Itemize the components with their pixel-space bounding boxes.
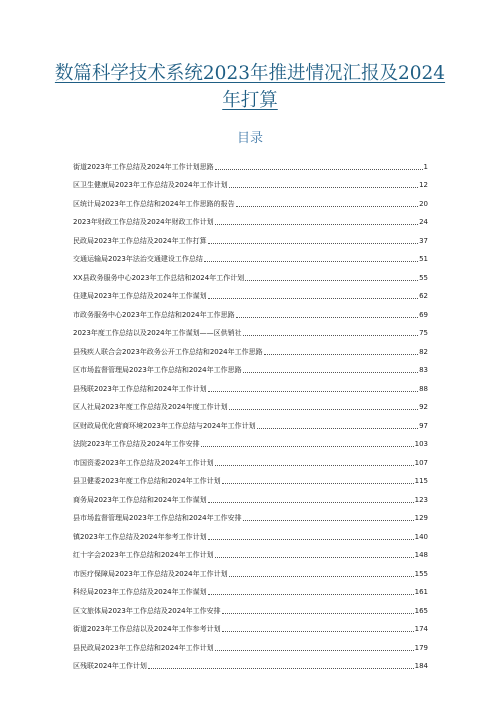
toc-entry[interactable] (73, 339, 428, 358)
toc-dot-leader (243, 335, 418, 336)
toc-entry-title: 市医疗保障局2023年工作总结及2024年工作计划 (73, 569, 228, 578)
toc-page-number: 155 (414, 569, 428, 578)
toc-dot-leader (208, 391, 418, 392)
toc-dot-leader (208, 298, 418, 299)
toc-entry[interactable] (73, 450, 428, 469)
toc-page-number: 179 (414, 643, 428, 652)
toc-page-number: 174 (414, 625, 428, 633)
toc-entry-title: 2023年财政工作总结及2024年财政工作计划 (73, 218, 214, 226)
toc-entry[interactable] (73, 154, 428, 173)
toc-page-number: 12 (419, 181, 428, 189)
toc-page-number: 140 (414, 532, 428, 541)
toc-entry-title: 区残联2024年工作计划 (73, 662, 147, 670)
toc-page-number: 24 (419, 218, 428, 226)
toc-page-number: 129 (414, 514, 428, 522)
toc-dot-leader (208, 502, 414, 503)
toc-page-number: 165 (414, 606, 428, 615)
toc-entry[interactable] (73, 376, 428, 395)
toc-dot-leader (215, 169, 423, 170)
toc-entry-title: 住建局2023年工作总结及2024年工作谋划 (73, 292, 207, 300)
toc-entry[interactable] (73, 228, 428, 247)
table-of-contents (73, 154, 428, 672)
toc-entry[interactable] (73, 265, 428, 284)
toc-entry-title: 市政务服务中心2023年工作总结和2024年工作思路 (73, 310, 235, 319)
toc-page-number: 20 (419, 199, 428, 208)
toc-entry[interactable] (73, 469, 428, 488)
toc-dot-leader (245, 280, 418, 281)
toc-entry-title: 街道2023年工作总结及2024年工作计划思路 (73, 162, 214, 171)
toc-dot-leader (208, 539, 414, 540)
toc-entry[interactable] (73, 247, 428, 266)
toc-page-number: 148 (414, 551, 428, 559)
toc-entry-title: 红十字会2023年工作总结和2024年工作计划 (73, 551, 214, 559)
toc-entry-title: 县残疾人联合会2023年政务公开工作总结和2024年工作思路 (73, 347, 263, 356)
toc-dot-leader (243, 372, 418, 373)
toc-entry-title: 区文旅体局2023年工作总结及2024年工作安排 (73, 606, 221, 615)
document-title: 数篇科学技术系统2023年推进情况汇报及2024年打算 (54, 63, 446, 111)
toc-dot-leader (236, 317, 418, 318)
toc-dot-leader (204, 261, 418, 262)
toc-entry[interactable] (73, 487, 428, 506)
toc-dot-leader (215, 465, 414, 466)
toc-entry-title: 市国资委2023年工作总结及2024年工作计划 (73, 458, 214, 467)
toc-dot-leader (208, 594, 414, 595)
toc-dot-leader (215, 224, 418, 225)
toc-page-number: 103 (414, 440, 428, 448)
toc-entry-title: 区财政局优化营商环境2023年工作总结与2024年工作计划 (73, 421, 256, 430)
toc-entry-title: 区卫生健康局2023年工作总结及2024年工作计划 (73, 181, 228, 189)
toc-entry-title: 镇2023年工作总结及2024年参考工作计划 (73, 532, 207, 541)
toc-page-number: 107 (414, 458, 428, 467)
toc-entry-title: 民政局2023年工作总结及2024年工作打算 (73, 236, 207, 245)
toc-entry-title: 县市场监督管理局2023年工作总结和2024年工作安排 (73, 514, 242, 522)
toc-entry-title: 2023年度工作总结以及2024年工作谋划——区供销社 (73, 329, 242, 337)
toc-dot-leader (229, 187, 418, 188)
toc-dot-leader (208, 243, 418, 244)
toc-entry[interactable] (73, 395, 428, 414)
toc-dot-leader (222, 613, 414, 614)
toc-entry[interactable] (73, 284, 428, 303)
toc-entry[interactable] (73, 561, 428, 580)
toc-page-number: 184 (414, 662, 428, 670)
toc-page-number: 115 (414, 477, 428, 485)
toc-entry[interactable] (73, 210, 428, 229)
toc-entry-title: 法院2023年工作总结及2024年工作安排 (73, 440, 200, 448)
toc-dot-leader (229, 576, 414, 577)
toc-page-number: 37 (419, 236, 428, 245)
toc-dot-leader (148, 668, 414, 669)
toc-page-number: 51 (419, 255, 428, 263)
toc-entry[interactable] (73, 580, 428, 599)
toc-entry-title: XX县政务服务中心2023年工作总结和2024年工作计划 (73, 273, 245, 282)
toc-dot-leader (215, 650, 414, 651)
toc-entry-title: 区市场监督管理局2023年工作总结和2024年工作思路 (73, 366, 242, 374)
toc-entry[interactable] (73, 321, 428, 340)
toc-dot-leader (222, 631, 414, 632)
toc-entry[interactable] (73, 543, 428, 562)
toc-entry[interactable] (73, 191, 428, 210)
toc-entry-title: 商务局2023年工作总结和2024年工作谋划 (73, 495, 207, 504)
toc-page-number: 55 (419, 273, 428, 282)
toc-dot-leader (264, 354, 418, 355)
toc-page-number: 69 (419, 310, 428, 319)
toc-entry[interactable] (73, 432, 428, 451)
toc-dot-leader (243, 520, 414, 521)
toc-heading: 目录 (236, 131, 263, 146)
toc-entry[interactable] (73, 598, 428, 617)
toc-entry-title: 县民政局2023年工作总结和2024年工作计划 (73, 643, 214, 652)
toc-entry[interactable] (73, 617, 428, 636)
toc-entry[interactable] (73, 524, 428, 543)
toc-dot-leader (236, 206, 418, 207)
toc-entry-title: 县卫健委2023年度工作总结和2024年工作计划 (73, 477, 221, 485)
toc-entry-title: 区统计局2023年工作总结和2024年工作思路的报告 (73, 199, 235, 208)
toc-dot-leader (201, 446, 414, 447)
toc-entry-title: 区人社局2023年度工作总结及2024年度工作计划 (73, 403, 228, 411)
toc-page-number: 62 (419, 292, 428, 300)
toc-dot-leader (215, 557, 414, 558)
toc-dot-leader (229, 409, 418, 410)
toc-entry-title: 县残联2023年工作总结和2024年工作计划 (73, 384, 207, 393)
toc-entry[interactable] (73, 506, 428, 525)
toc-page-number: 92 (419, 403, 428, 411)
toc-page-number: 97 (419, 421, 428, 430)
toc-dot-leader (257, 428, 418, 429)
toc-entry[interactable] (73, 413, 428, 432)
toc-page-number: 75 (419, 329, 428, 337)
toc-entry[interactable] (73, 173, 428, 192)
toc-page-number: 161 (414, 588, 428, 596)
toc-dot-leader (222, 483, 414, 484)
toc-entry[interactable] (73, 635, 428, 654)
toc-entry[interactable] (73, 358, 428, 377)
toc-page-number: 83 (419, 366, 428, 374)
toc-entry-title: 街道2023年工作总结以及2024年工作参考计划 (73, 625, 221, 633)
toc-page-number: 82 (419, 347, 428, 356)
toc-page-number: 123 (414, 495, 428, 504)
toc-page-number: 1 (423, 162, 428, 171)
toc-entry[interactable] (73, 654, 428, 673)
toc-page-number: 88 (419, 384, 428, 393)
toc-entry-title: 科经局2023年工作总结及2024年工作谋划 (73, 588, 207, 596)
toc-entry[interactable] (73, 302, 428, 321)
toc-entry-title: 交通运输局2023年法治交通建设工作总结 (73, 255, 203, 263)
